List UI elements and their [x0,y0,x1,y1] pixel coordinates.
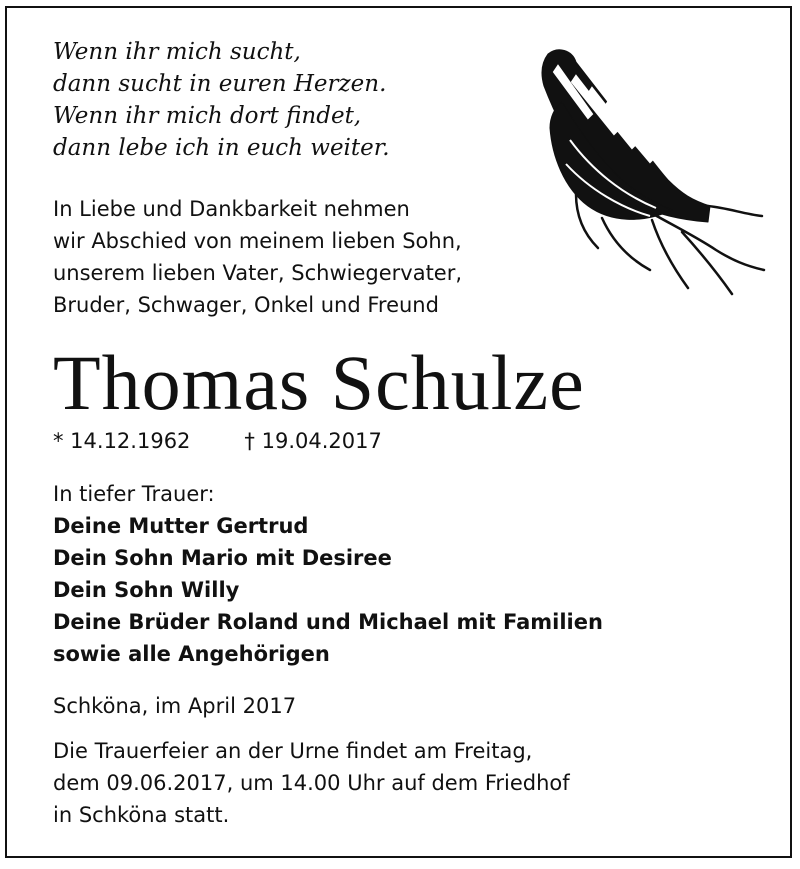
intro-line: wir Abschied von meinem lieben Sohn, [53,229,462,253]
intro-line: In Liebe und Dankbarkeit nehmen [53,197,410,221]
service-notice [53,735,570,831]
poem-line: dann sucht in euren Herzen. [53,71,387,97]
intro-text [53,193,462,321]
poem-line: Wenn ihr mich sucht, [53,39,301,65]
poem [53,36,390,164]
service-line: Die Trauerfeier an der Urne findet am Freitag, [53,739,533,763]
mourner: Dein Sohn Willy [53,578,240,602]
service-line: in Schköna statt. [53,803,230,827]
death-date: † 19.04.2017 [244,429,382,453]
mourner: sowie alle Angehörigen [53,642,330,666]
birth-date: * 14.12.1962 [53,429,191,453]
life-dates [53,425,382,457]
poem-line: dann lebe ich in euch weiter. [53,135,390,161]
mourner: Deine Mutter Gertrud [53,514,309,538]
intro-line: Bruder, Schwager, Onkel und Freund [53,293,439,317]
deceased-name: Thomas Schulze [53,339,585,426]
mourners [53,478,603,670]
intro-line: unserem lieben Vater, Schwiegervater, [53,261,463,285]
poem-line: Wenn ihr mich dort findet, [53,103,362,129]
praying-hands-icon [532,44,770,306]
place-date: Schköna, im April 2017 [53,694,297,718]
service-line: dem 09.06.2017, um 14.00 Uhr auf dem Friedhof [53,771,570,795]
mourner: Deine Brüder Roland und Michael mit Familien [53,610,603,634]
mourners-heading: In tiefer Trauer: [53,482,215,506]
mourner: Dein Sohn Mario mit Desiree [53,546,392,570]
